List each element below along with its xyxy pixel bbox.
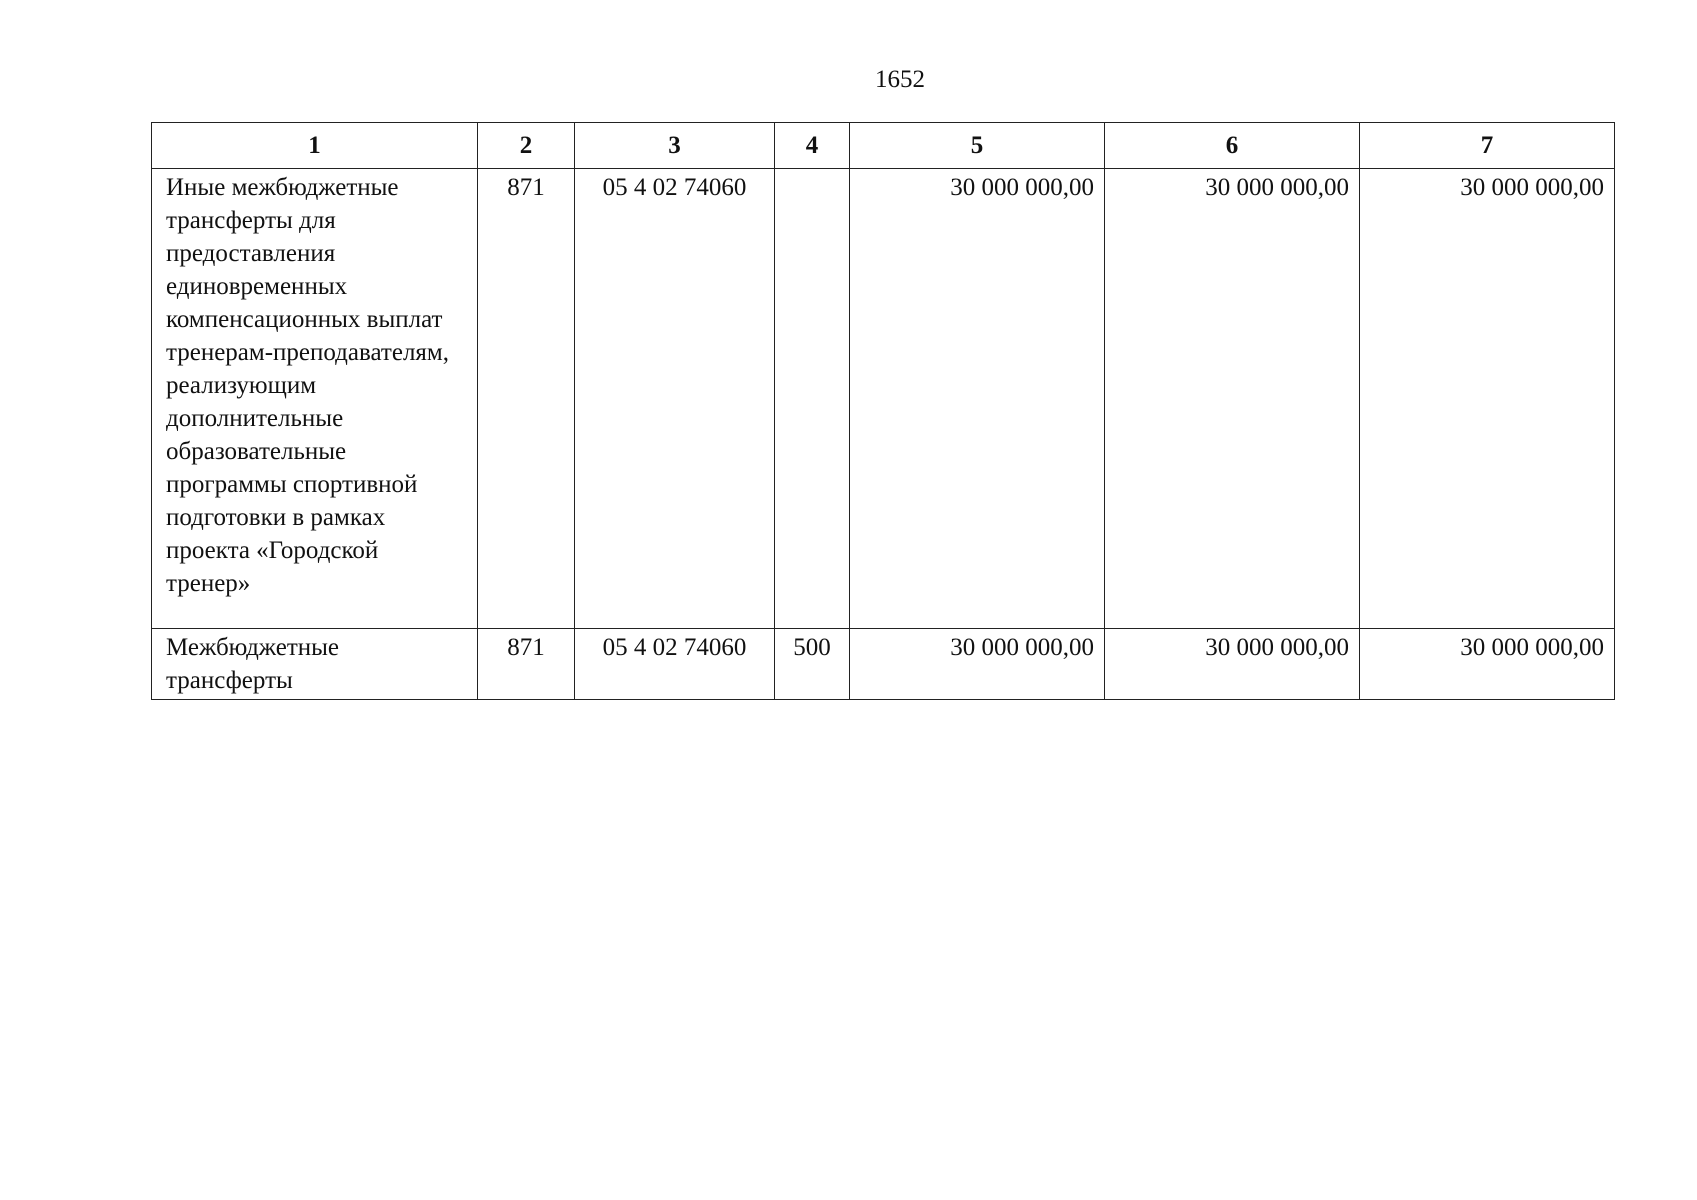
row-code-cell: 871 (478, 629, 575, 700)
row-code-cell: 871 (478, 169, 575, 629)
table-header-row (152, 123, 1615, 169)
row-amount-cell-5: 30 000 000,00 (850, 629, 1105, 700)
row-amount-cell-5: 30 000 000,00 (850, 169, 1105, 629)
budget-table (151, 122, 1615, 700)
table-row (152, 169, 1615, 629)
row-amount-cell-7: 30 000 000,00 (1360, 629, 1615, 700)
column-header-1: 1 (152, 123, 478, 169)
column-header-7: 7 (1360, 123, 1615, 169)
row-amount-cell-6: 30 000 000,00 (1105, 629, 1360, 700)
row-name-cell: Иные межбюджетные трансферты для предоставления единовременных компенсационных выплат тренерам-преподавателям, реализующим дополнительные образовательные программы спортивной подготовки в рамках проекта «Городской тренер» (152, 169, 478, 629)
table-row (152, 629, 1615, 700)
column-header-5: 5 (850, 123, 1105, 169)
column-header-3: 3 (575, 123, 775, 169)
row-name-cell: Межбюджетные трансферты (152, 629, 478, 700)
column-header-6: 6 (1105, 123, 1360, 169)
page-number: 1652 (875, 66, 925, 93)
row-amount-cell-6: 30 000 000,00 (1105, 169, 1360, 629)
row-classifier-cell: 05 4 02 74060 (575, 629, 775, 700)
column-header-2: 2 (478, 123, 575, 169)
row-classifier-cell: 05 4 02 74060 (575, 169, 775, 629)
row-type-cell (775, 169, 850, 629)
column-header-4: 4 (775, 123, 850, 169)
row-amount-cell-7: 30 000 000,00 (1360, 169, 1615, 629)
row-type-cell: 500 (775, 629, 850, 700)
